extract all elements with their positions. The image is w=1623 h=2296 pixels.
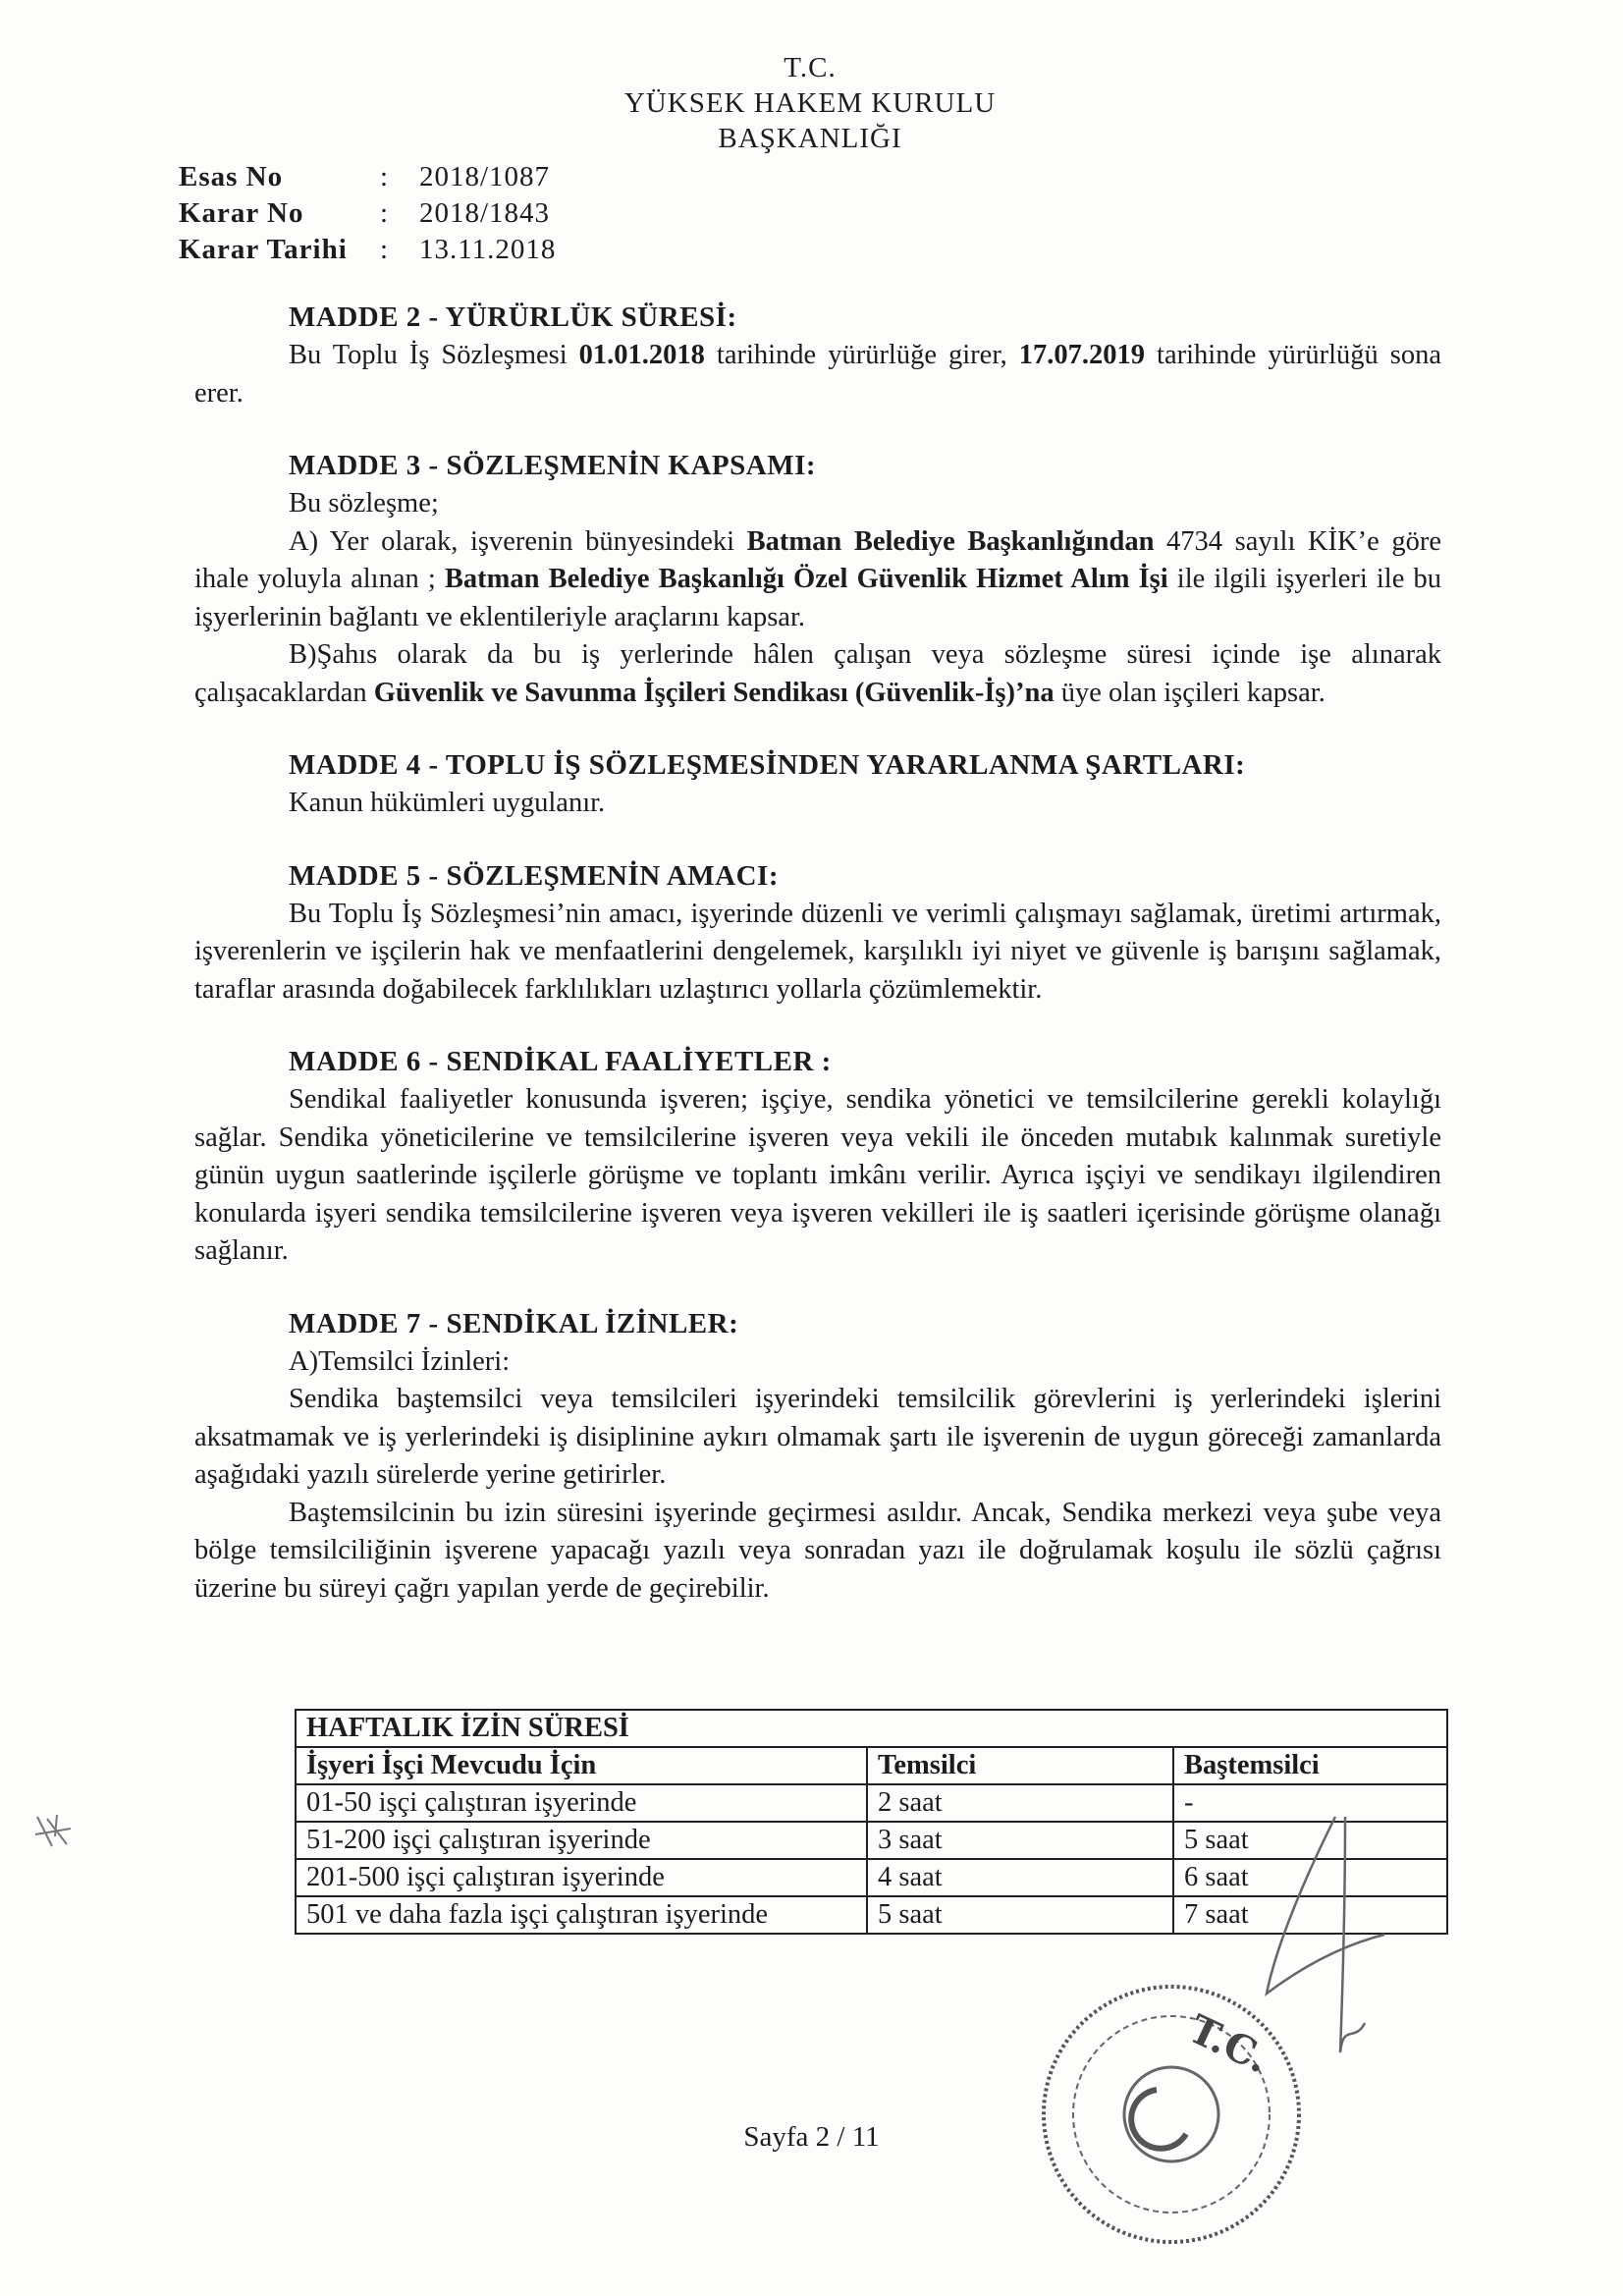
- article-7: [194, 1304, 1441, 1609]
- text-run: 4734 sayılı KİK’e göre ihale yoluyla alınan ;: [194, 525, 1441, 594]
- article-4-text: Kanun hükümleri uygulanır.: [289, 788, 606, 818]
- header-kurul: YÜKSEK HAKEM KURULU: [623, 87, 997, 119]
- table-header: Baştemsilci: [1173, 1747, 1447, 1784]
- table-header: Temsilci: [867, 1747, 1173, 1784]
- end-date: 17.07.2019: [1018, 340, 1146, 370]
- article-2-title: MADDE 2 - YÜRÜRLÜK SÜRESİ:: [289, 301, 737, 333]
- article-6-title: MADDE 6 - SENDİKAL FAALİYETLER :: [289, 1046, 832, 1077]
- article-3-intro: Bu sözleşme;: [289, 488, 439, 519]
- article-5: [194, 856, 1441, 1010]
- article-3-title: MADDE 3 - SÖZLEŞMENİN KAPSAMI:: [289, 450, 817, 481]
- text-run: üye olan işçileri kapsar.: [1054, 677, 1325, 708]
- esas-value: 2018/1087: [419, 161, 551, 192]
- start-date: 01.01.2018: [578, 340, 705, 370]
- karar-value: 2018/1843: [419, 197, 551, 229]
- table-cell: 3 saat: [867, 1822, 1173, 1859]
- table-cell: 2 saat: [867, 1784, 1173, 1822]
- article-3: [194, 446, 1441, 712]
- article-6: [194, 1042, 1441, 1271]
- article-7-sub: A)Temsilci İzinleri:: [289, 1345, 511, 1377]
- text-run: Bu Toplu İş Sözleşmesi: [289, 340, 579, 370]
- colon: :: [380, 161, 389, 192]
- karar-label: Karar No: [179, 197, 304, 229]
- article-6-text: Sendikal faaliyetler konusunda işveren; işçiye, sendika yönetici ve temsilcilerine gerekli kolaylığı sağlar. Sendika yöneticilerine ve temsilcilerine işveren veya vekili ile önceden mutabık kalınmak suretiyle günün uygun saatlerinde işçilerle görüşme ve toplantı imkânı verilir. Ayrıca işçiyi ve sendikayı ilgilendiren konularda işyeri sendika temsilcilerine işveren veya işveren vekilleri ile iş saatleri içerisinde görüşme olanağı sağlanır.: [194, 1084, 1441, 1266]
- bold-run: Batman Belediye Başkanlığından: [746, 525, 1155, 557]
- tarih-label: Karar Tarihi: [179, 234, 348, 265]
- esas-label: Esas No: [179, 161, 284, 192]
- table-cell: -: [1173, 1784, 1447, 1822]
- article-2: [194, 298, 1441, 412]
- initials-mark-icon: [27, 1807, 77, 1856]
- table-cell: 201-500 işçi çalıştıran işyerinde: [296, 1859, 867, 1896]
- table-cell: 4 saat: [867, 1859, 1173, 1896]
- text-run: tarihinde yürürlüğü sona erer.: [194, 340, 1441, 409]
- text-run: B)Şahıs olarak da bu iş yerlerinde hâlen çalışan veya sözleşme süresi içinde işe alınarak çalışacaklardan: [194, 639, 1441, 708]
- table-header: İşyeri İşçi Mevcudu İçin: [296, 1747, 867, 1784]
- table-cell: 6 saat: [1173, 1859, 1447, 1896]
- table-cell: 5 saat: [1173, 1822, 1447, 1859]
- article-5-text: Bu Toplu İş Sözleşmesi’nin amacı, işyerinde düzenli ve verimli çalışmayı sağlamak, üretimi artırmak, işverenlerin ve işçilerin hak ve menfaatlerini dengelemek, karşılıklı iyi niyet ve güvenle iş barışını sağlamak, taraflar arasında doğabilecek farklılıkları uzlaştırıcı yollarla çözümlemektir.: [194, 898, 1441, 1005]
- article-5-title: MADDE 5 - SÖZLEŞMENİN AMACI:: [289, 859, 779, 892]
- article-7-p1: Sendika baştemsilci veya temsilcileri işyerindeki temsilcilik görevlerini iş yerlerindeki işlerini aksatmamak ve iş yerlerindeki iş disiplinine aykırı olmamak şartı ile işverenin de uygun göreceği zamanlarda aşağıdaki yazılı sürelerde yerine getirirler.: [194, 1384, 1441, 1490]
- article-4: [194, 745, 1441, 823]
- colon: :: [380, 197, 389, 229]
- article-2-text: [194, 337, 1441, 412]
- article-7-p2: Baştemsilcinin bu izin süresini işyerinde geçirmesi asıldır. Ancak, Sendika merkezi veya şube veya bölge temsilciliğinin işverene yapacağı yazılı veya sonradan yazı ile doğrulamak koşulu ile sözlü çağrısı üzerine bu süreyi çağrı yapılan yerde de geçirebilir.: [194, 1497, 1441, 1604]
- text-run: tarihinde yürürlüğe girer,: [704, 340, 1019, 370]
- table-cell: 7 saat: [1173, 1896, 1447, 1934]
- text-run: ile ilgili işyerleri ile bu işyerlerinin bağlantı ve eklentileriyle araçlarını kapsar.: [194, 564, 1441, 632]
- table-title: HAFTALIK İZİN SÜRESİ: [296, 1710, 1447, 1747]
- table-cell: 5 saat: [867, 1896, 1173, 1934]
- bold-run: Güvenlik ve Savunma İşçileri Sendikası (Güvenlik-İş)’na: [373, 677, 1055, 708]
- text-run: A) Yer olarak, işverenin bünyesindeki: [289, 525, 747, 557]
- header-tc: T.C.: [784, 52, 837, 83]
- article-3-b: [194, 636, 1441, 712]
- seal-text: T.C.: [1181, 2005, 1276, 2083]
- bold-run: Batman Belediye Başkanlığı Özel Güvenlik Hizmet Alım İşi: [444, 564, 1168, 594]
- tarih-value: 13.11.2018: [419, 234, 557, 265]
- header-baskanlik: BAŞKANLIĞI: [718, 123, 902, 154]
- table-cell: 501 ve daha fazla işçi çalıştıran işyerinde: [296, 1896, 867, 1934]
- table-cell: 51-200 işçi çalıştıran işyerinde: [296, 1822, 867, 1859]
- document-body: [194, 298, 1441, 1641]
- case-meta: [179, 159, 556, 268]
- article-7-title: MADDE 7 - SENDİKAL İZİNLER:: [289, 1307, 739, 1339]
- page-number: Sayfa 2 / 11: [743, 2121, 880, 2153]
- article-4-title: MADDE 4 - TOPLU İŞ SÖZLEŞMESİNDEN YARARLANMA ŞARTLARI:: [289, 749, 1246, 781]
- colon: :: [380, 234, 389, 265]
- table-cell: 01-50 işçi çalıştıran işyerinde: [296, 1784, 867, 1822]
- signature-icon: [1247, 1797, 1404, 2082]
- article-3-a: [194, 523, 1441, 637]
